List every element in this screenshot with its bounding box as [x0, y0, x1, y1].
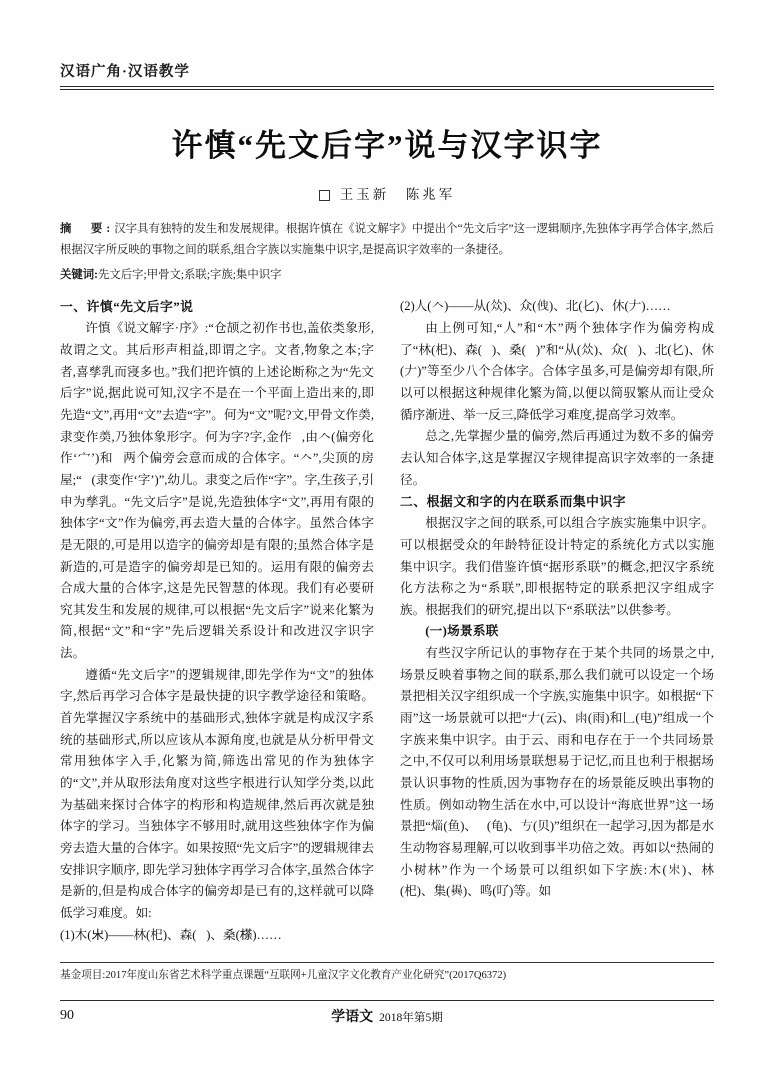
paragraph: 由上例可知,“人”和“木”两个独体字作为偏旁构成了“林(𣏌)、森(𣕛)、桑(𣘻)”和“从(𠈌)、众(𠈐)、北(𠤎)、休(𠂇)”等至少八个合体字。合体字虽多,可是偏旁却有限,所以可以根据这种规律化繁为简,以便以简驭繁从而让受众循序渐进、举一反三,降低学习难度,提高学习效率。	[400, 320, 714, 422]
fund-note: 基金项目:2017年度山东省艺术科学重点课题“互联网+儿童汉字文化教育产业化研究”(2017Q6372)	[60, 970, 507, 981]
paragraph: 根据汉字之间的联系,可以组合字族实施集中识字。可以根据受众的年龄特征设计特定的系统化方式以实施集中识字。我们借鉴许慎“据形系联”的概念,把汉字系统化方法称之为“系联”,即根据特定的联系把汉字组成字族。根据我们的研究,提出以下“系联法”以供参考。	[400, 516, 714, 617]
keywords-label: 关键词:	[60, 269, 98, 282]
column-left	[60, 296, 374, 946]
paragraph: 许慎《说文解字·序》:“仓颉之初作书也,盖依类象形,故谓之文。其后形声相益,即谓之字。文者,物象之本;字者,喜孳乳而寖多也。”我们把许慎的上述论断称之为“先文后字”说,据此说可知,汉字不是在一个平面上造出来的,即先造“文”,再用“文”去造“字”。何为“文”呢?文,甲骨文作𡙡,隶变作𡙡,乃独体象形字。何为字?字,金作𡦹,由𠆢(偏旁化作‘宀’)和𡥉两个偏旁会意而成的合体字。“𠆢”,尖顶的房屋;“𡥉(隶变作‘字’)”,幼儿。隶变之后作“字”。字,生孩子,引申为孳乳。“先文后字”是说,先造独体字“文”,再用有限的独体字“文”作为偏旁,再去造大量的合体字。虽然合体字是无限的,可是用以造字的偏旁却是有限的;虽然合体字是新造的,可是造字的偏旁却是已知的。运用有限的偏旁去合成大量的合体字,这是先民智慧的体现。我们有必要研究其发生和发展的规律,可以根据“先文后字”说来化繁为简,根据“文”和“字”先后逻辑关系设计和改进汉字识字法。	[60, 321, 374, 661]
page-number: 90	[60, 1008, 74, 1023]
column-right	[400, 296, 714, 946]
journal-issue: 2018年第5期	[379, 1011, 443, 1024]
paragraph: 总之,先掌握少量的偏旁,然后再通过为数不多的偏旁去认知合体字,这是掌握汉字规律提高识字效率的一条捷径。	[400, 429, 714, 487]
fund-note-rule	[60, 962, 714, 963]
page-footer	[60, 1000, 714, 1030]
example-item: (1)木(𣎵)——林(𣏌)、森(𣕛)、桑(𣘻)……	[60, 927, 282, 942]
journal-info	[60, 1006, 714, 1026]
page-content	[60, 60, 714, 946]
footer-rule	[60, 1000, 714, 1001]
section-heading: 一、许慎“先文后字”说	[60, 300, 194, 315]
page-title: 许慎“先文后字”说与汉字识字	[171, 128, 603, 163]
running-head-rule-thin	[60, 89, 714, 90]
paragraph: 遵循“先文后字”的逻辑规律,即先学作为“文”的独体字,然后再学习合体字是最快捷的识字教学途径和策略。首先掌握汉字系统中的基础形式,独体字就是构成汉字系统的基础形式,所以应该从本源角度,也就是从分析甲骨文常用独体字入手,化繁为简,筛选出常见的作为独体字的“文”,并从取形法角度对这些字根进行认知学分类,以此为基础来探讨合体字的构形和构造规律,然后再次就是独体字的学习。当独体字不够用时,就用这些独体字作为偏旁去造大量的合体字。如果按照“先文后字”的逻辑规律去安排识字顺序, 即先学习独体字再学习合体字,虽然合体字是新的,但是构成合体字的偏旁却是已有的,这样就可以降低学习难度。如:	[60, 667, 374, 920]
abstract-text: 汉字具有独特的发生和发展规律。根据许慎在《说文解字》中提出个“先文后字”这一逻辑顺序,先独体字再学合体字,然后根据汉字所反映的事物之间的联系,组合字族以实施集中识字,是提高识字效率的一条捷径。	[60, 223, 714, 257]
author-marker-icon	[319, 190, 330, 201]
section-heading: 二、根据文和字的内在联系而集中识字	[400, 495, 627, 510]
subsection-heading: (一)场景系联	[425, 624, 499, 639]
journal-name: 学语文	[331, 1010, 374, 1025]
keywords-text: 先文后字;甲骨文;系联;字族;集中识字	[97, 269, 282, 282]
keywords	[60, 265, 714, 286]
body-columns	[60, 296, 714, 946]
running-head-rule	[60, 86, 714, 87]
author-names: 王玉新 陈兆军	[339, 187, 456, 202]
paragraph: 有些汉字所记认的事物存在于某个共同的场景之中,场景反映着事物之间的联系,那么我们就可以设定一个场景把相关汉字组织成一个字族,实施集中识字。如根据“下雨”这一场景就可以把“𠂇(云)、𠕒(雨)和𠃊(电)”组成一个字族来集中识字。由于云、雨和电存在于一个共同场景之中,不仅可以利用场景联想易于记忆,而且也利于根据场景认识事物的性质,因为事物存在的场景能反映出事物的性质。例如动物生活在水中,可以设计“海底世界”这一场景把“𤉣(鱼)、𤰔(龟)、𠀁(贝)”组织在一起学习,因为都是水生动物容易理解,可以收到事半功倍之效。再如以“热闹的小树林”作为一个场景可以组织如下字族:木(𣎵)、林(𣏌)、集(𠔱)、鸣(𠮩)等。如	[400, 646, 714, 899]
abstract	[60, 219, 714, 261]
running-head: 汉语广角·汉语教学	[60, 64, 190, 80]
authors	[60, 183, 714, 203]
abstract-label: 摘 要:	[60, 223, 115, 235]
example-item: (2)人(𠆢)——从(𠈌)、众(𠈐)、北(𠤎)、休(𠂇)……	[400, 299, 671, 314]
